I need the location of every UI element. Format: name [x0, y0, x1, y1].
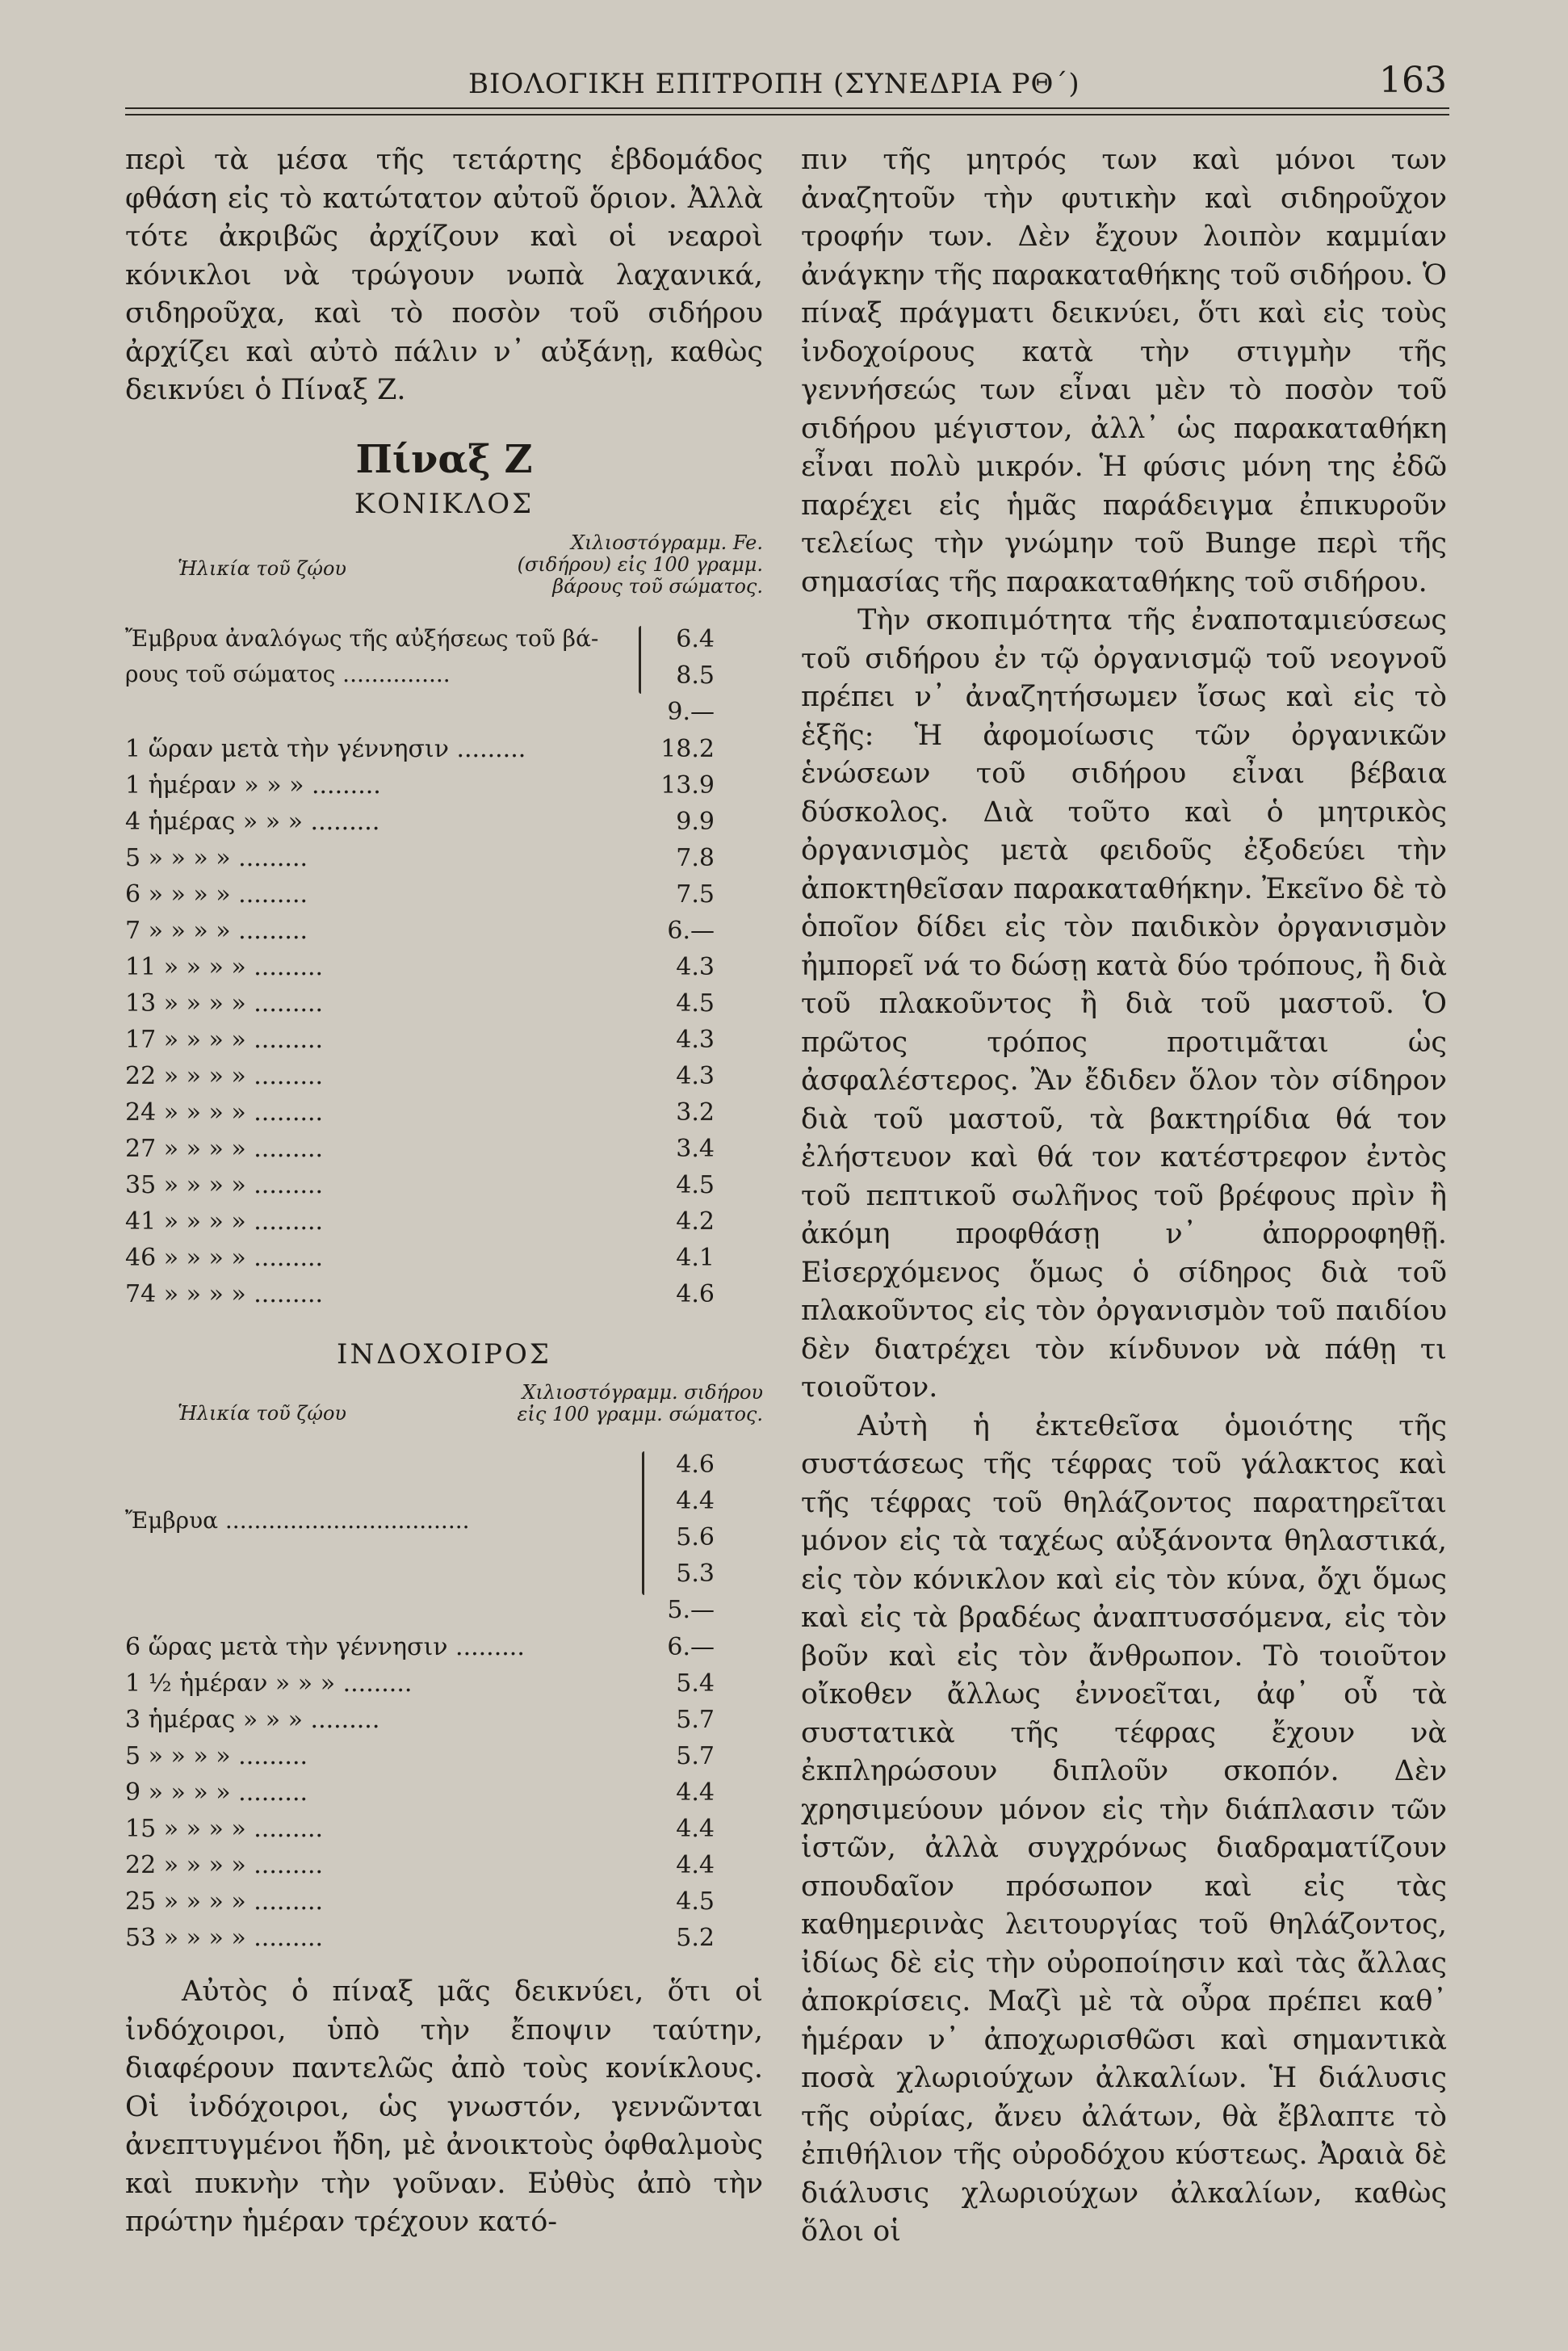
right-paragraph-2: Τὴν σκοπιμότητα τῆς ἐναποταμιεύσεως τοῦ σιδήρου ἐν τῷ ὀργανισμῷ τοῦ νεογνοῦ πρέπει ν᾽ ἀναζητήσωμεν ἴσως καὶ εἰς τὸ ἑξῆς: Ἡ ἀφομοίωσις τῶν ὀργανικῶν ἑνώσεων τοῦ σιδήρου εἶναι βέβαια δύσκολος. Διὰ τοῦτο καὶ ὁ μητρικὸς ὀργανισμὸς μετὰ φειδοῦς ἐξοδεύει τὴν ἀποκτηθεῖσαν παρακαταθήκην. Ἐκεῖνο δὲ τὸ ὁποῖον δίδει εἰς τὸν παιδικὸν ὀργανισμὸν ἠμπορεῖ νά το δώσῃ κατὰ δύο τρόπους, ἢ διὰ τοῦ πλακοῦντος ἢ διὰ τοῦ μαστοῦ. Ὁ πρῶτος τρόπος προτιμᾶται ὡς ἀσφαλέστερος. Ἂν ἔδιδεν ὅλον τὸν σίδηρον διὰ τοῦ μαστοῦ, τὰ βακτηρίδια θά τον ἐλήστευον καὶ θά τον κατέστρεφον ἐντὸς τοῦ πεπτικοῦ σωλῆνος τοῦ βρέφους πρὶν ἢ ἀκόμη προφθάσῃ ν᾽ ἀπορροφηθῇ. Εἰσερχόμενος ὅμως ὁ σίδηρος διὰ τοῦ πλακοῦντος εἰς τὸν ὀργανισμὸν τοῦ παιδίου δὲν διατρέχει τὸν κίνδυνον νὰ πάθῃ τι τοιοῦτον.: [801, 604, 1447, 1404]
value-cell: 7.5: [676, 880, 715, 909]
value-cell: 3.2: [676, 1098, 715, 1127]
age-cell: 22 » » » » .........: [125, 1061, 324, 1090]
table-row: [125, 766, 763, 803]
age-cell: 53 » » » » .........: [125, 1924, 324, 1952]
table-row: [125, 803, 763, 839]
age-cell: 22 » » » » .........: [125, 1851, 324, 1879]
age-cell: 9 » » » » .........: [125, 1778, 308, 1807]
value-cell: 4.5: [676, 1170, 715, 1199]
table-row: [125, 875, 763, 912]
value-cell: 6.—: [667, 1633, 715, 1661]
age-cell: 4 ἡμέρας » » » .........: [125, 807, 380, 836]
age-cell: 11 » » » » .........: [125, 952, 324, 981]
embryo-value: 6.4: [676, 624, 715, 653]
embryo-bracket: [642, 1451, 644, 1595]
table-row: [125, 1203, 763, 1239]
embryo-value: 8.5: [676, 661, 715, 690]
right-paragraph-3: Αὐτὴ ἡ ἐκτεθεῖσα ὁμοιότης τῆς συστάσεως τῆς τέφρας τοῦ γάλακτος καὶ τῆς τέφρας τοῦ θηλάζοντος παρατηρεῖται μόνον εἰς τὰ ταχέως αὐξάνοντα θηλαστικά, εἰς τὸν κόνικλον καὶ εἰς τὸν κύνα, ὄχι ὅμως καὶ εἰς τὰ βραδέως ἀναπτυσσόμενα, εἰς τὸν βοῦν καὶ εἰς τὸν ἄνθρωπον. Τὸ τοιοῦτον οἴκοθεν ἄλλως ἐννοεῖται, ἀφ᾽ οὗ τὰ συστατικὰ τῆς τέφρας ἔχουν νὰ ἐκπληρώσουν διπλοῦν σκοπόν. Δὲν χρησιμεύουν μόνον εἰς τὴν διάπλασιν τῶν ἱστῶν, ἀλλὰ συγχρόνως διαδραματίζουν σπουδαῖον πρόσωπον καὶ εἰς τὰς καθημερινὰς λειτουργίας τοῦ θηλάζοντος, ἰδίως δὲ εἰς τὴν οὐροποίησιν καὶ τὰς ἄλλας ἀποκρίσεις. Μαζὶ μὲ τὰ οὖρα πρέπει καθ᾽ ἡμέραν ν᾽ ἀποχωρισθῶσι καὶ σημαντικὰ ποσὰ χλωριούχων ἀλκαλίων. Ἡ διάλυσις τῆς οὐρίας, ἄνευ ἀλάτων, θὰ ἔβλαπτε τὸ ἐπιθήλιον τῆς οὐροδόχου κύστεως. Ἀραιὰ δὲ διάλυσις χλωριούχων ἀλκαλίων, καθὼς ὅλοι οἱ: [801, 1409, 1447, 2248]
table-title: Πίναξ Ζ: [355, 436, 533, 482]
table-row: [125, 1701, 763, 1737]
value-cell: 3.4: [676, 1134, 715, 1163]
right-paragraph-1: πιν τῆς μητρός των καὶ μόνοι των ἀναζητοῦν τὴν φυτικὴν καὶ σιδηροῦχον τροφήν των. Δὲν ἔχουν λοιπὸν καμμίαν ἀνάγκην τῆς παρακαταθήκης τοῦ σιδήρου. Ὁ πίναξ πράγματι δεικνύει, ὅτι καὶ εἰς τοὺς ἰνδοχοίρους κατὰ τὴν στιγμὴν τῆς γεννήσεώς των εἶναι μὲν τὸ ποσὸν τοῦ σιδήρου μέγιστον, ἀλλ᾽ ὡς παρακαταθήκη εἶναι πολὺ μικρόν. Ἡ φύσις μόνη της ἐδῶ παρέχει εἰς ἡμᾶς παράδειγμα ἐπικυροῦν τελείως τὴν γνώμην τοῦ Bunge περὶ τῆς σημασίας τῆς παρακαταθήκης τοῦ σιδήρου.: [801, 144, 1447, 598]
age-cell: 5 » » » » .........: [125, 1742, 308, 1770]
pig-section-title: ΙΝΔΟΧΟΙΡΟΣ: [337, 1337, 551, 1371]
age-cell: 5 » » » » .........: [125, 843, 308, 872]
embryo-value: 5.3: [676, 1560, 715, 1588]
value-cell: 5.7: [676, 1706, 715, 1734]
value-cell: 4.4: [676, 1815, 715, 1843]
age-cell: 1 ἡμέραν » » » .........: [125, 770, 381, 800]
value-cell: 4.4: [676, 1778, 715, 1807]
age-column-header: Ἡλικία τοῦ ζῴου: [178, 1402, 346, 1425]
table-row: [125, 1846, 763, 1883]
value-cell: 4.1: [676, 1243, 715, 1272]
table-row: [125, 730, 763, 766]
value-cell: 5.2: [676, 1924, 715, 1952]
table-row: [125, 1883, 763, 1919]
table-row: [125, 948, 763, 984]
age-column-header: Ἡλικία τοῦ ζῴου: [178, 556, 346, 580]
left-paragraph-2: Αὐτὸς ὁ πίναξ μᾶς δεικνύει, ὅτι οἱ ἰνδόχοιροι, ὑπὸ τὴν ἔποψιν ταύτην, διαφέρουν παντελῶς ἀπὸ τοὺς κονίκλους. Οἱ ἰνδόχοιροι, ὡς γνωστόν, γεννῶνται ἀνεπτυγμένοι ἤδη, μὲ ἀνοικτοὺς ὀφθαλμοὺς καὶ πυκνὴν τὴν γοῦναν. Εὐθὺς ἀπὸ τὴν πρώτην ἡμέραν τρέχουν κατό-: [125, 1975, 763, 2238]
age-cell: 7 » » » » .........: [125, 916, 308, 945]
table-row: [125, 1774, 763, 1810]
value-cell: 7.8: [676, 843, 715, 872]
age-cell: 3 ἡμέρας » » » .........: [125, 1706, 380, 1734]
running-title: ΒΙΟΛΟΓΙΚΗ ΕΠΙΤΡΟΠΗ (ΣΥΝΕΔΡΙΑ ΡΘ΄): [468, 68, 1080, 100]
value-header-line: βάρους τοῦ σώματος.: [552, 574, 763, 598]
embryo-value: 4.4: [676, 1487, 715, 1515]
age-cell: 17 » » » » .........: [125, 1025, 324, 1054]
table-row: [125, 1057, 763, 1094]
value-header-line: εἰς 100 γραμμ. σώματος.: [517, 1403, 763, 1425]
rabbit-embryo-block: [125, 621, 763, 730]
value-cell: 5.4: [676, 1669, 715, 1698]
right-column: [801, 141, 1447, 2252]
value-cell: 4.2: [676, 1207, 715, 1236]
header-rule-top: [125, 107, 1449, 109]
age-cell: 13 » » » » .........: [125, 989, 324, 1018]
header-rule-bottom: [125, 114, 1449, 115]
table-row: [125, 1239, 763, 1275]
table-row: [125, 1275, 763, 1312]
value-cell: 4.4: [676, 1851, 715, 1879]
value-cell: 9.9: [676, 807, 715, 836]
age-cell: 15 » » » » .........: [125, 1815, 324, 1843]
embryo-label-line: Ἔμβρυα ἀναλόγως τῆς αὐξήσεως τοῦ βά-: [125, 624, 599, 652]
age-cell: 6 » » » » .........: [125, 880, 308, 909]
table-row: [125, 1737, 763, 1774]
pig-embryo-block: [125, 1446, 763, 1628]
table-row: [125, 839, 763, 875]
table-row: [125, 1810, 763, 1846]
embryo-value: 9.—: [667, 697, 715, 726]
age-cell: 46 » » » » .........: [125, 1243, 324, 1272]
value-cell: 4.5: [676, 1887, 715, 1916]
embryo-value: 4.6: [676, 1450, 715, 1479]
value-cell: 4.3: [676, 1025, 715, 1054]
table-row: [125, 1130, 763, 1166]
rabbit-table-body: [125, 730, 763, 1312]
table-row: [125, 1919, 763, 1955]
value-header-line: (σιδήρου) εἰς 100 γραμμ.: [517, 552, 763, 576]
embryo-value: 5.6: [676, 1523, 715, 1551]
age-cell: 41 » » » » .........: [125, 1207, 324, 1236]
table-row: [125, 1166, 763, 1203]
value-cell: 5.7: [676, 1742, 715, 1770]
table-row: [125, 984, 763, 1021]
table-row: [125, 912, 763, 948]
value-cell: 18.2: [660, 734, 715, 763]
value-column-header: [488, 1382, 763, 1425]
age-cell: 25 » » » » .........: [125, 1887, 324, 1916]
age-cell: 1 ὥραν μετὰ τὴν γέννησιν .........: [125, 734, 526, 763]
age-cell: 35 » » » » .........: [125, 1170, 324, 1199]
value-cell: 4.3: [676, 952, 715, 981]
table-row: [125, 1094, 763, 1130]
rabbit-column-headers: [125, 532, 763, 621]
rabbit-section-title: ΚΟΝΙΚΛΟΣ: [354, 488, 535, 520]
value-cell: 4.6: [676, 1279, 715, 1308]
page-number: 163: [1379, 60, 1447, 101]
value-cell: 4.5: [676, 989, 715, 1018]
table-row: [125, 1628, 763, 1665]
pig-table-body: [125, 1628, 763, 1955]
embryo-values: [667, 1446, 715, 1628]
left-column: [125, 141, 763, 2242]
table-row: [125, 1021, 763, 1057]
value-header-line: Χιλιοστόγραμμ. σιδήρου: [522, 1381, 763, 1404]
value-cell: 13.9: [660, 770, 715, 800]
age-cell: 27 » » » » .........: [125, 1134, 324, 1163]
value-column-header: [488, 532, 763, 598]
embryo-label-line: ρους τοῦ σώματος ...............: [125, 660, 451, 687]
value-header-line: Χιλιοστόγραμμ. Fe.: [571, 531, 763, 554]
embryo-label: [125, 621, 598, 692]
embryo-values: [667, 621, 715, 730]
age-cell: 74 » » » » .........: [125, 1279, 324, 1308]
embryo-value: 5.—: [667, 1596, 715, 1624]
left-paragraph-1: περὶ τὰ μέσα τῆς τετάρτης ἑβδομάδος φθάση εἰς τὸ κατώτατον αὐτοῦ ὅριον. Ἀλλὰ τότε ἀκριβῶς ἀρχίζουν καὶ οἱ νεαροὶ κόνικλοι νὰ τρώγουν νωπὰ λαχανικά, σιδηροῦχα, καὶ τὸ ποσὸν τοῦ σιδήρου ἀρχίζει καὶ αὐτὸ πάλιν ν᾽ αὐξάνῃ, καθὼς δεικνύει ὁ Πίναξ Ζ.: [125, 144, 763, 406]
embryo-label: Ἔμβρυα ..................................: [125, 1507, 470, 1534]
running-header: [0, 57, 1568, 105]
pig-column-headers: [125, 1382, 763, 1446]
value-cell: 6.—: [667, 916, 715, 945]
age-cell: 6 ὥρας μετὰ τὴν γέννησιν .........: [125, 1633, 525, 1661]
value-cell: 4.3: [676, 1061, 715, 1090]
table-row: [125, 1665, 763, 1701]
age-cell: 24 » » » » .........: [125, 1098, 324, 1127]
age-cell: 1 ½ ἡμέραν » » » .........: [125, 1669, 413, 1698]
embryo-bracket: [639, 626, 641, 694]
